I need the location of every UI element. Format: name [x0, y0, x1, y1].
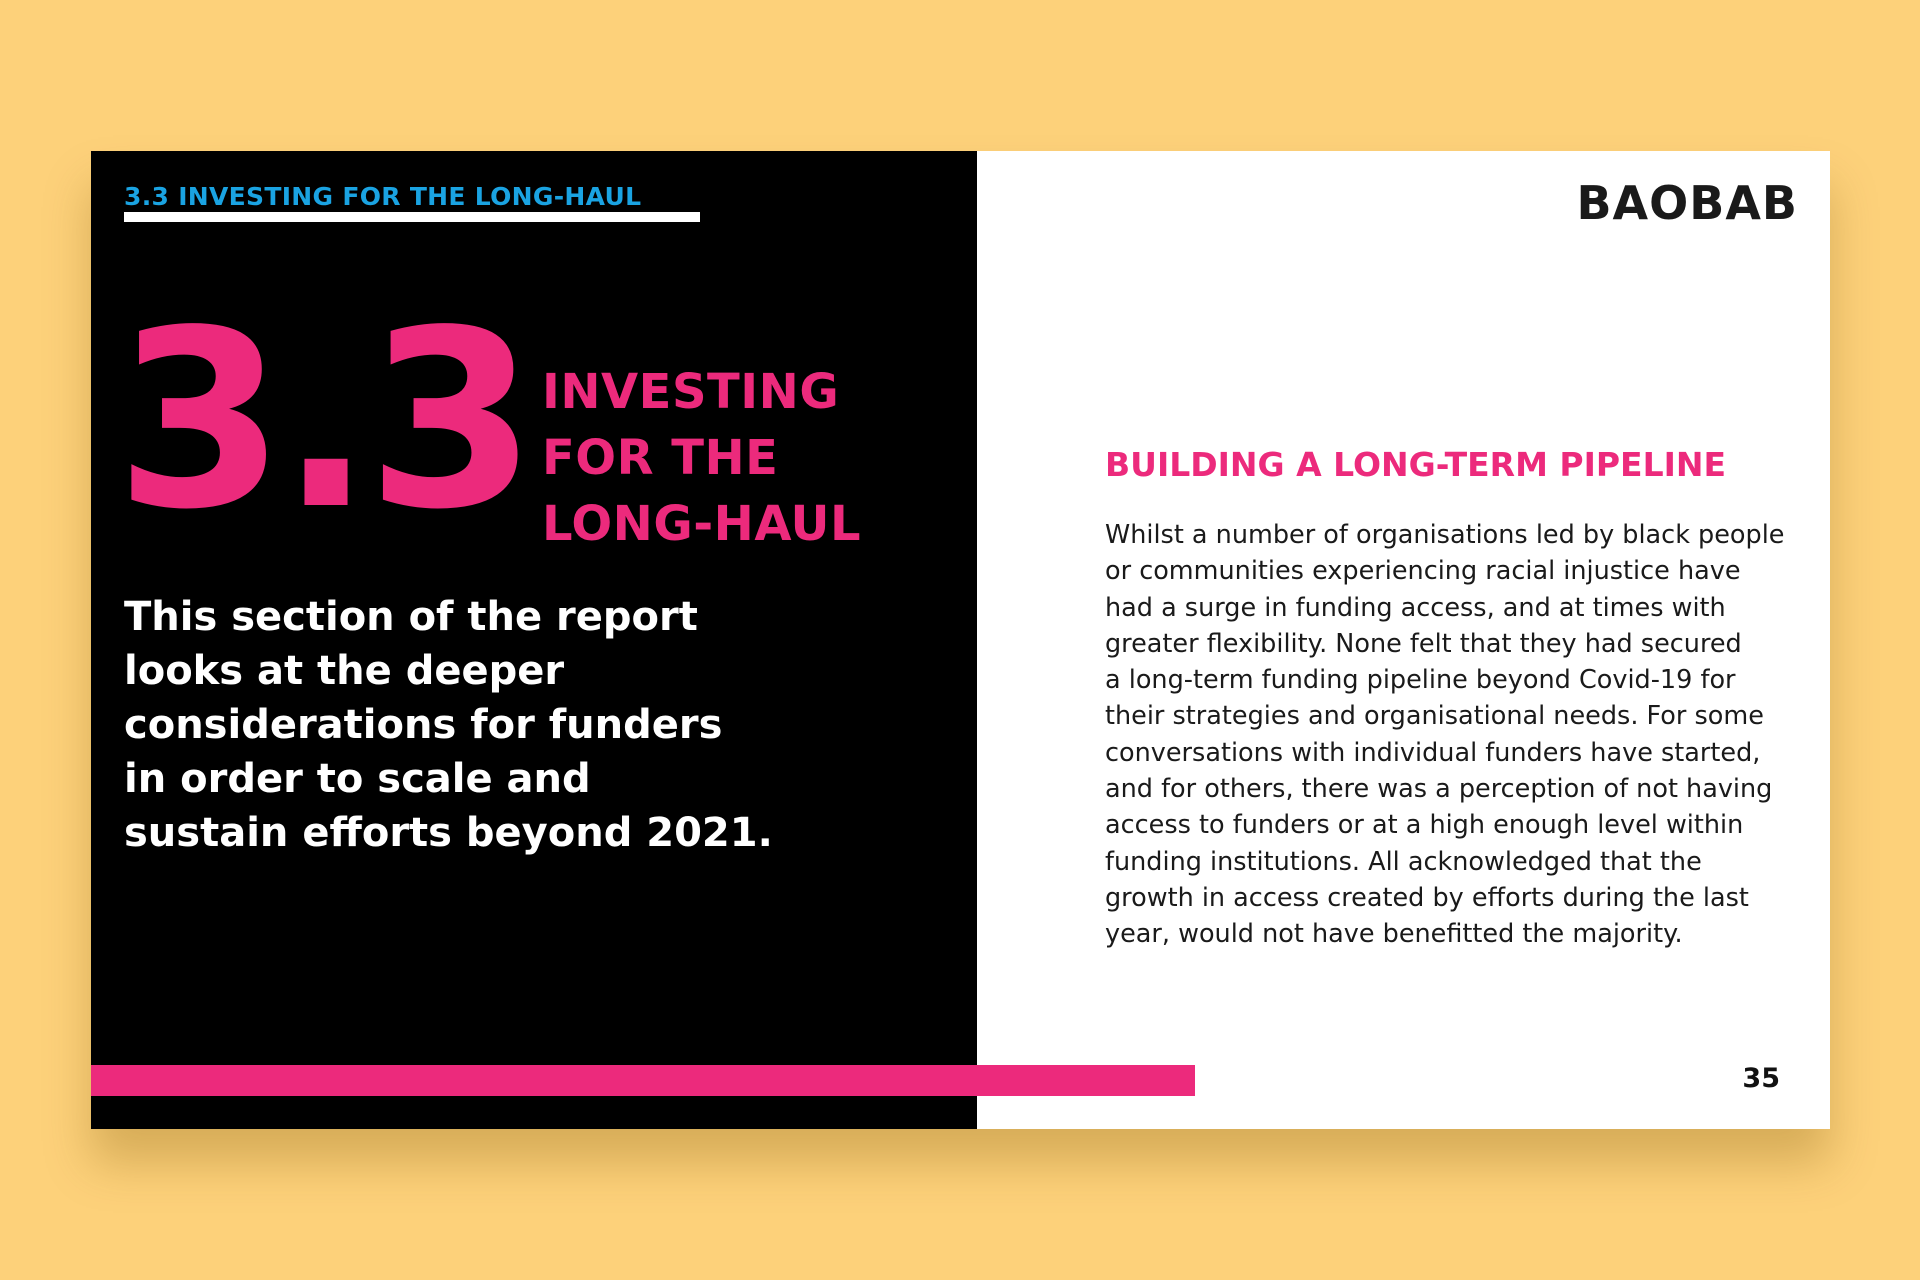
section-title-line: INVESTING: [542, 364, 840, 420]
section-title-line: LONG-HAUL: [542, 496, 862, 552]
body-line: access to funders or at a high enough level within: [1105, 810, 1744, 841]
running-head: 3.3 INVESTING FOR THE LONG-HAUL: [124, 182, 642, 211]
body-line: a long-term funding pipeline beyond Covid-19 for: [1105, 665, 1736, 696]
intro-line: looks at the deeper: [124, 648, 565, 694]
body-line: year, would not have benefitted the majority.: [1105, 919, 1683, 950]
body-line: growth in access created by efforts during the last: [1105, 882, 1749, 913]
section-number: 3.3: [115, 278, 532, 563]
article-heading: BUILDING A LONG-TERM PIPELINE: [1105, 445, 1727, 484]
section-title: [542, 359, 861, 557]
page-number: 35: [1742, 1063, 1780, 1094]
body-line: greater flexibility. None felt that they had secured: [1105, 628, 1742, 659]
body-line: conversations with individual funders have started,: [1105, 737, 1761, 768]
intro-line: considerations for funders: [124, 702, 723, 748]
baobab-logo: BAOBAB: [1576, 176, 1798, 230]
body-paragraph: [1105, 517, 1805, 953]
section-title-line: FOR THE: [542, 430, 779, 486]
intro-line: sustain efforts beyond 2021.: [124, 810, 773, 856]
intro-line: in order to scale and: [124, 756, 591, 802]
pink-accent-bar: [91, 1065, 1195, 1096]
left-page: [91, 151, 977, 1129]
body-line: had a surge in funding access, and at times with: [1105, 592, 1726, 623]
body-line: or communities experiencing racial injustice have: [1105, 556, 1741, 587]
intro-paragraph: [124, 590, 824, 860]
body-line: funding institutions. All acknowledged that the: [1105, 846, 1702, 877]
report-spread: [91, 151, 1830, 1129]
body-line: Whilst a number of organisations led by black people: [1105, 520, 1785, 550]
body-line: their strategies and organisational needs. For some: [1105, 701, 1764, 732]
right-page: [977, 151, 1830, 1129]
intro-line: This section of the report: [124, 594, 698, 640]
body-line: and for others, there was a perception of not having: [1105, 774, 1773, 805]
